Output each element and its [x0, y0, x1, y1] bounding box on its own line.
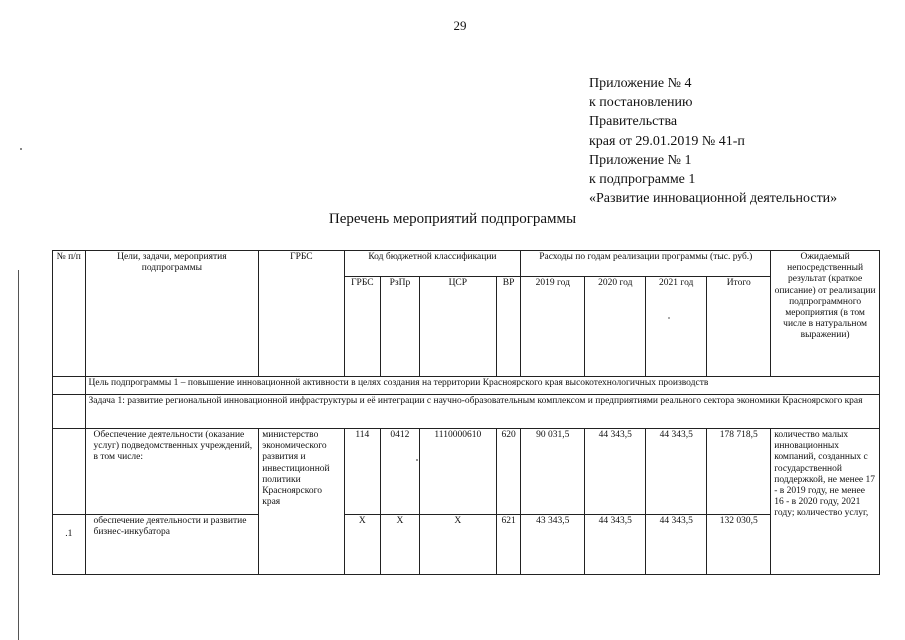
subheader-2019: 2019 год — [521, 277, 585, 377]
goal-row — [53, 377, 880, 395]
header-result: Ожидаемый непосредственный результат (краткое описание) от реализации подпрограммного мероприятия (в том числе в натуральном выражении) — [771, 251, 880, 377]
subheader-grbs: ГРБС — [344, 277, 381, 377]
appendix-line: к подпрограмме 1 — [589, 172, 696, 188]
subheader-2021: 2021 год — [646, 277, 707, 377]
subheader-csr: ЦСР — [419, 277, 496, 377]
subheader-rzpr: РзПр — [381, 277, 420, 377]
measures-table — [52, 250, 880, 575]
header-grbs: ГРБС — [259, 251, 344, 377]
row-vr: 621 — [496, 515, 520, 575]
subheader-2020: 2020 год — [585, 277, 646, 377]
appendix-line: Правительства — [589, 114, 678, 130]
row-rzpr: 0412 — [381, 429, 420, 515]
header-num: № п/п — [53, 251, 86, 377]
row-vr: 620 — [496, 429, 520, 515]
row-num: .1 — [53, 515, 86, 575]
document-title: Перечень мероприятий подпрограммы — [328, 211, 577, 227]
task-row — [53, 395, 880, 429]
appendix-line: края от 29.01.2019 № 41-п — [589, 133, 745, 149]
page-number: 29 — [453, 18, 467, 33]
appendix-header — [589, 74, 837, 208]
goal-num-cell — [53, 377, 86, 395]
header-budget-code: Код бюджетной классификации — [344, 251, 521, 277]
table-row — [53, 515, 880, 575]
row-2021: 44 343,5 — [646, 515, 707, 575]
row-rzpr: Х — [381, 515, 420, 575]
table-row — [53, 429, 880, 515]
row-csr: 1110000610 — [419, 429, 496, 515]
subheader-vr: ВР — [496, 277, 520, 377]
row-grbs: 114 — [344, 429, 381, 515]
row-grbs: Х — [344, 515, 381, 575]
appendix-line: к постановлению — [589, 95, 693, 111]
goal-text: Цель подпрограммы 1 – повышение инновационной активности в целях создания на территории Красноярского края высокотехнологичных производств — [85, 377, 880, 395]
row-result: количество малых инновационных компаний, созданных с государственной поддержкой, не менее 17 - в 2019 году, не менее 16 - в 2020 году, 2021 году; количество услуг, — [771, 429, 880, 575]
task-text: Задача 1: развитие региональной инновационной инфраструктуры и её интеграции с научно-образовательным комплексом и предприятиями реального сектора экономики Красноярского края — [85, 395, 880, 429]
header-expenses: Расходы по годам реализации программы (тыс. руб.) — [521, 251, 771, 277]
appendix-line: «Развитие инновационной деятельности» — [589, 191, 838, 207]
row-2019: 90 031,5 — [521, 429, 585, 515]
row-2019: 43 343,5 — [521, 515, 585, 575]
row-2020: 44 343,5 — [585, 515, 646, 575]
appendix-line: Приложение № 1 — [589, 152, 692, 168]
row-num — [53, 429, 86, 515]
scan-speck — [20, 148, 22, 150]
row-2021: 44 343,5 — [646, 429, 707, 515]
row-csr: Х — [419, 515, 496, 575]
row-2020: 44 343,5 — [585, 429, 646, 515]
appendix-line: Приложение № 4 — [589, 76, 692, 91]
header-goals: Цели, задачи, мероприятия подпрограммы — [85, 251, 259, 377]
task-num-cell — [53, 395, 86, 429]
row-grbs-name: министерство экономического развития и инвестиционной политики Красноярского края — [259, 429, 344, 575]
row-name: обеспечение деятельности и развитие бизнес-инкубатора — [85, 515, 259, 575]
subheader-total: Итого — [707, 277, 771, 377]
scan-edge-line — [18, 270, 19, 640]
table-header-row — [53, 251, 880, 277]
row-total: 178 718,5 — [707, 429, 771, 515]
row-name: Обеспечение деятельности (оказание услуг) подведомственных учреждений, в том числе: — [85, 429, 259, 515]
row-total: 132 030,5 — [707, 515, 771, 575]
